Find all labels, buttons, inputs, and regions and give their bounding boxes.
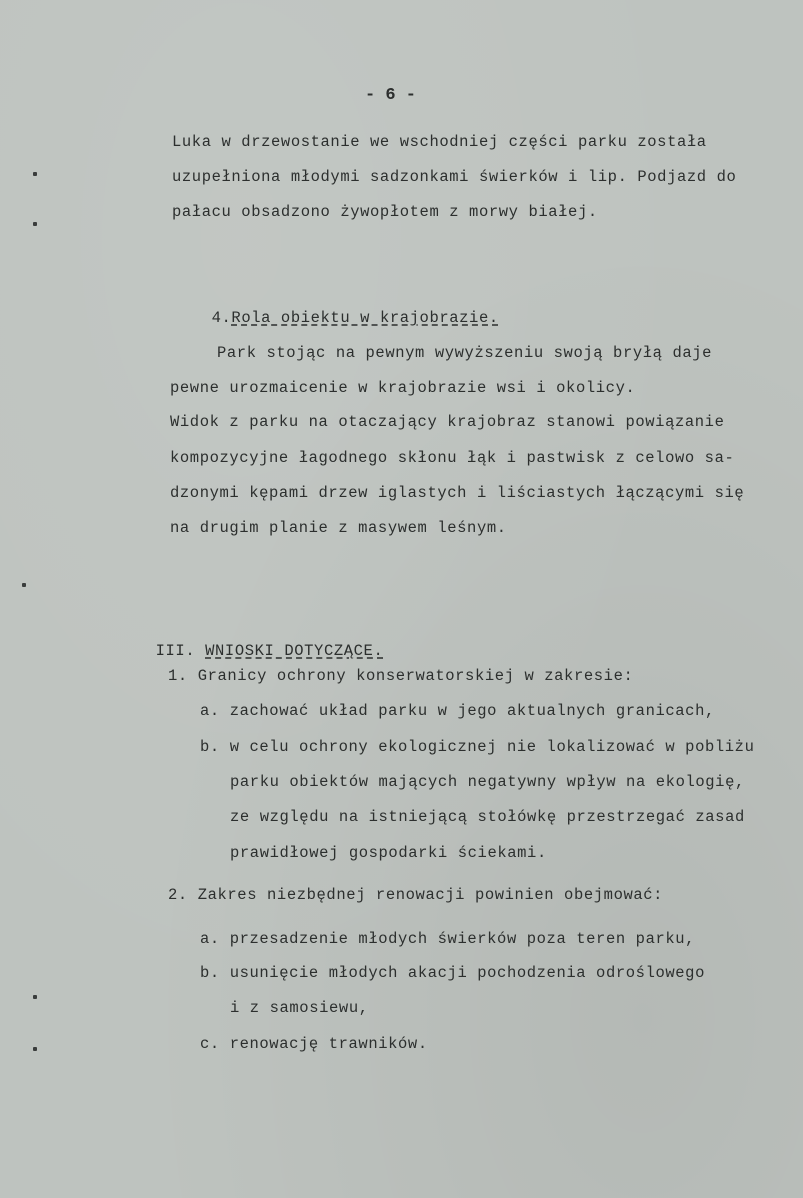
paragraph-2-line-1: Park stojąc na pewnym wywyższeniu swoją bryłą daje [217, 344, 713, 362]
section-4-number: 4. [211, 309, 232, 327]
paragraph-1-line-3: pałacu obsadzono żywopłotem z morwy białej. [172, 203, 598, 221]
margin-mark [33, 995, 37, 999]
paragraph-2-line-4: kompozycyjne łagodnego skłonu łąk i pastwisk z celowo sa- [170, 449, 735, 467]
paragraph-2-line-2: pewne urozmaicenie w krajobrazie wsi i okolicy. [170, 379, 636, 397]
page-number: - 6 - [365, 86, 417, 105]
paragraph-2-line-6: na drugim planie z masywem leśnym. [170, 519, 507, 537]
item-1-a: a. zachować układ parku w jego aktualnych granicach, [200, 702, 715, 720]
item-2-a: a. przesadzenie młodych świerków poza teren parku, [200, 930, 696, 948]
item-1-b-line-3: ze względu na istniejącą stołówkę przestrzegać zasad [230, 808, 745, 826]
paragraph-2-line-5: dzonymi kępami drzew iglastych i liściastych łączącymi się [170, 484, 745, 502]
section-4-heading [172, 291, 499, 345]
item-2-b-line-2: i z samosiewu, [230, 999, 369, 1017]
item-1-b-line-1: b. w celu ochrony ekologicznej nie lokalizować w pobliżu [200, 738, 755, 756]
paragraph-2-line-3: Widok z parku na otaczający krajobraz stanowi powiązanie [170, 413, 725, 431]
section-4-title: Rola obiektu w krajobrazie. [231, 309, 499, 327]
margin-mark [33, 172, 37, 176]
margin-mark [33, 1047, 37, 1051]
item-2-label: 2. Zakres niezbędnej renowacji powinien obejmować: [168, 886, 664, 904]
margin-mark [33, 222, 37, 226]
item-2-b-line-1: b. usunięcie młodych akacji pochodzenia odroślowego [200, 964, 705, 982]
section-3-number: III. [155, 642, 196, 660]
margin-mark [22, 583, 26, 587]
item-1-b-line-4: prawidłowej gospodarki ściekami. [230, 844, 547, 862]
section-3-title: WNIOSKI DOTYCZĄCE. [205, 642, 384, 660]
paragraph-1-line-2: uzupełniona młodymi sadzonkami świerków i lip. Podjazd do [172, 168, 737, 186]
item-2-c: c. renowację trawników. [200, 1035, 428, 1053]
item-1-label: 1. Granicy ochrony konserwatorskiej w zakresie: [168, 667, 634, 685]
item-1-b-line-2: parku obiektów mających negatywny wpływ na ekologię, [230, 773, 745, 791]
paragraph-1-line-1: Luka w drzewostanie we wschodniej części parku została [172, 133, 707, 151]
